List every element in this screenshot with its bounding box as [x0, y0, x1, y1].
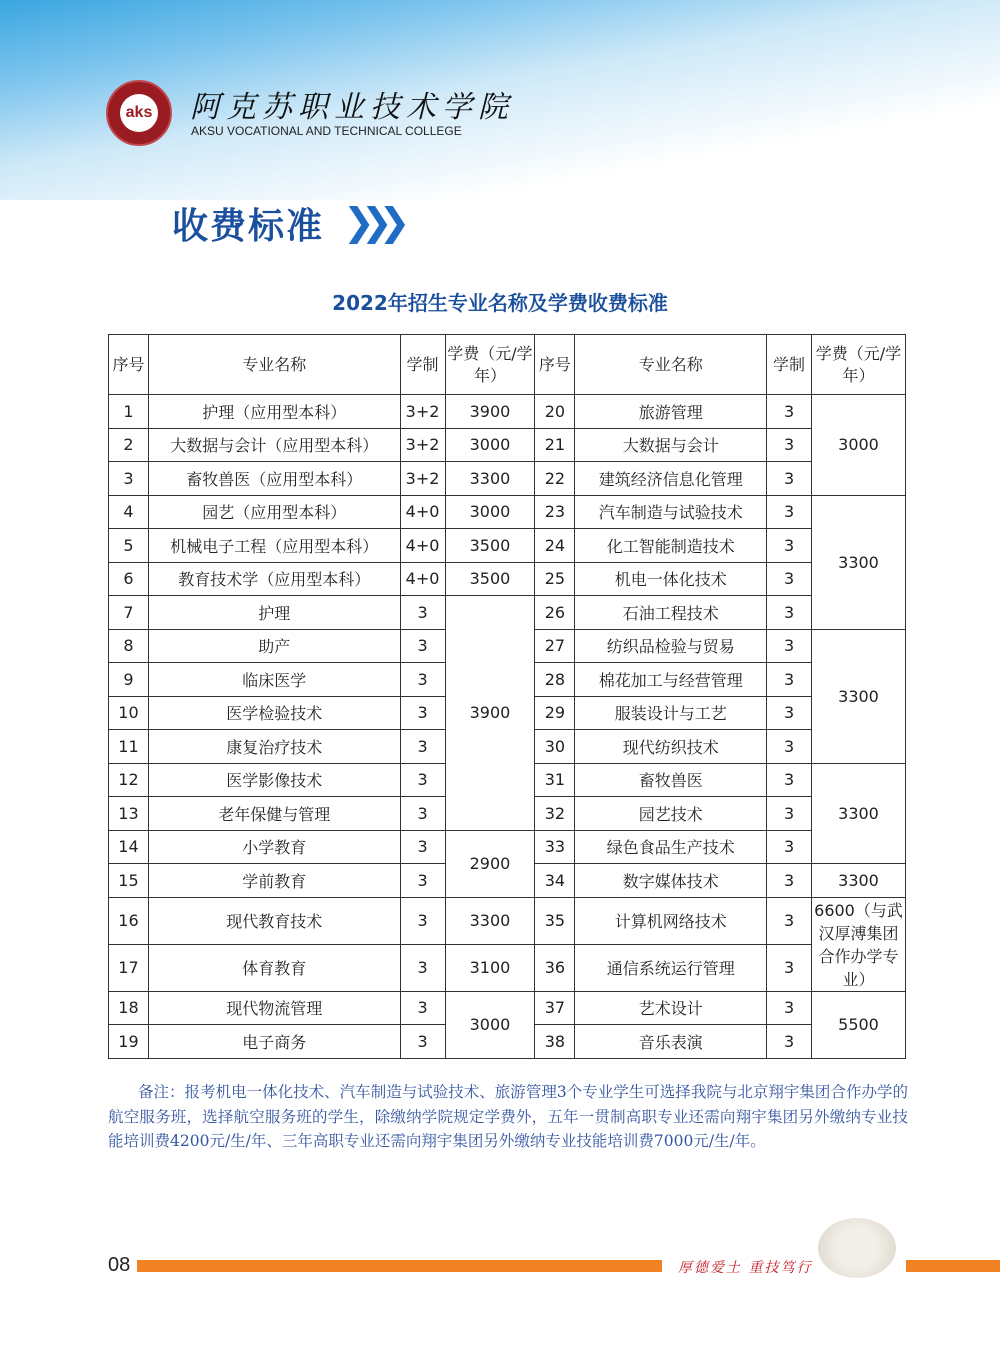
table-row — [109, 562, 906, 596]
table-row — [109, 830, 906, 864]
seq-cell: 26 — [535, 596, 575, 630]
footer-bar-left — [137, 1260, 662, 1272]
fee-cell: 3900 — [445, 395, 535, 429]
duration-cell: 3 — [400, 797, 445, 831]
fee-cell: 3000 — [445, 991, 535, 1058]
fee-cell: 6600（与武汉厚溥集团合作办学专业） — [812, 897, 906, 991]
seq-cell: 34 — [535, 864, 575, 898]
fee-cell: 3500 — [445, 562, 535, 596]
major-cell: 康复治疗技术 — [148, 730, 400, 764]
seq-cell: 21 — [535, 428, 575, 462]
duration-cell: 3 — [767, 797, 812, 831]
major-cell: 现代教育技术 — [148, 897, 400, 944]
sundial-image — [818, 1218, 896, 1278]
motto: 厚德爱土 重技笃行 — [678, 1260, 813, 1276]
seq-cell: 16 — [109, 897, 149, 944]
duration-cell: 3 — [400, 830, 445, 864]
table-row — [109, 991, 906, 1025]
table-row — [109, 529, 906, 563]
major-cell: 艺术设计 — [575, 991, 767, 1025]
header-cell: 专业名称 — [575, 335, 767, 395]
header-cell: 学费（元/学年） — [445, 335, 535, 395]
duration-cell: 3 — [767, 763, 812, 797]
seq-cell: 28 — [535, 663, 575, 697]
major-cell: 通信系统运行管理 — [575, 944, 767, 991]
major-cell: 医学检验技术 — [148, 696, 400, 730]
page-number: 08 — [108, 1254, 131, 1276]
duration-cell: 3 — [767, 395, 812, 429]
seq-cell: 22 — [535, 462, 575, 496]
duration-cell: 3 — [767, 562, 812, 596]
duration-cell: 3 — [767, 462, 812, 496]
seq-cell: 33 — [535, 830, 575, 864]
major-cell: 大数据与会计 — [575, 428, 767, 462]
duration-cell: 3+2 — [400, 395, 445, 429]
seq-cell: 9 — [109, 663, 149, 697]
major-cell: 教育技术学（应用型本科） — [148, 562, 400, 596]
college-logo — [106, 80, 172, 146]
fee-cell: 3300 — [812, 864, 906, 898]
duration-cell: 3 — [400, 663, 445, 697]
seq-cell: 5 — [109, 529, 149, 563]
duration-cell: 3 — [400, 629, 445, 663]
fee-cell: 3100 — [445, 944, 535, 991]
duration-cell: 3 — [767, 529, 812, 563]
fee-cell: 3500 — [445, 529, 535, 563]
fee-cell: 3000 — [812, 395, 906, 496]
table-row — [109, 462, 906, 496]
duration-cell: 3 — [767, 495, 812, 529]
seq-cell: 18 — [109, 991, 149, 1025]
seq-cell: 15 — [109, 864, 149, 898]
footer-bar-right — [906, 1260, 1000, 1272]
note-text: 备注：报考机电一体化技术、汽车制造与试验技术、旅游管理3个专业学生可选择我院与北京翔宇集团合作办学的航空服务班，选择航空服务班的学生，除缴纳学院规定学费外，五年一贯制高职专业还需向翔宇集团另外缴纳专业技能培训费4200元/生/年、三年高职专业还需向翔宇集团另外缴纳专业技能培训费7000元/生/年。 — [108, 1083, 908, 1150]
major-cell: 数字媒体技术 — [575, 864, 767, 898]
seq-cell: 25 — [535, 562, 575, 596]
duration-cell: 3 — [400, 991, 445, 1025]
seq-cell: 27 — [535, 629, 575, 663]
major-cell: 旅游管理 — [575, 395, 767, 429]
fee-cell: 3300 — [812, 629, 906, 763]
chevrons-icon: ❯❯❯ — [343, 200, 397, 244]
fee-cell: 5500 — [812, 991, 906, 1058]
table-row — [109, 596, 906, 630]
section-title: 收费标准 — [172, 206, 325, 247]
major-cell: 绿色食品生产技术 — [575, 830, 767, 864]
major-cell: 棉花加工与经营管理 — [575, 663, 767, 697]
duration-cell: 3 — [400, 763, 445, 797]
fee-cell: 3300 — [445, 897, 535, 944]
seq-cell: 36 — [535, 944, 575, 991]
duration-cell: 3+2 — [400, 462, 445, 496]
header-cell: 专业名称 — [148, 335, 400, 395]
major-cell: 机电一体化技术 — [575, 562, 767, 596]
college-name-cn: 阿克苏职业技术学院 — [190, 90, 514, 125]
seq-cell: 11 — [109, 730, 149, 764]
logo-mark: aks — [120, 94, 158, 132]
duration-cell: 3 — [400, 596, 445, 630]
seq-cell: 29 — [535, 696, 575, 730]
seq-cell: 30 — [535, 730, 575, 764]
duration-cell: 3 — [767, 864, 812, 898]
major-cell: 老年保健与管理 — [148, 797, 400, 831]
fee-cell: 3300 — [445, 462, 535, 496]
table-row — [109, 395, 906, 429]
major-cell: 计算机网络技术 — [575, 897, 767, 944]
seq-cell: 1 — [109, 395, 149, 429]
major-cell: 园艺（应用型本科） — [148, 495, 400, 529]
header-cell: 学费（元/学年） — [812, 335, 906, 395]
duration-cell: 3 — [400, 1025, 445, 1059]
seq-cell: 24 — [535, 529, 575, 563]
duration-cell: 3 — [767, 663, 812, 697]
major-cell: 电子商务 — [148, 1025, 400, 1059]
duration-cell: 3+2 — [400, 428, 445, 462]
duration-cell: 3 — [767, 629, 812, 663]
major-cell: 助产 — [148, 629, 400, 663]
duration-cell: 3 — [400, 897, 445, 944]
duration-cell: 3 — [767, 596, 812, 630]
major-cell: 现代物流管理 — [148, 991, 400, 1025]
seq-cell: 6 — [109, 562, 149, 596]
seq-cell: 31 — [535, 763, 575, 797]
duration-cell: 4+0 — [400, 562, 445, 596]
duration-cell: 3 — [767, 897, 812, 944]
major-cell: 园艺技术 — [575, 797, 767, 831]
table-row — [109, 897, 906, 944]
major-cell: 服装设计与工艺 — [575, 696, 767, 730]
seq-cell: 38 — [535, 1025, 575, 1059]
major-cell: 现代纺织技术 — [575, 730, 767, 764]
seq-cell: 17 — [109, 944, 149, 991]
table-row — [109, 428, 906, 462]
duration-cell: 3 — [767, 944, 812, 991]
fee-cell: 3300 — [812, 763, 906, 864]
duration-cell: 3 — [767, 830, 812, 864]
major-cell: 医学影像技术 — [148, 763, 400, 797]
seq-cell: 20 — [535, 395, 575, 429]
major-cell: 护理 — [148, 596, 400, 630]
duration-cell: 3 — [400, 696, 445, 730]
fee-table — [108, 334, 906, 1059]
duration-cell: 4+0 — [400, 529, 445, 563]
duration-cell: 3 — [400, 730, 445, 764]
major-cell: 临床医学 — [148, 663, 400, 697]
seq-cell: 37 — [535, 991, 575, 1025]
seq-cell: 2 — [109, 428, 149, 462]
seq-cell: 4 — [109, 495, 149, 529]
major-cell: 机械电子工程（应用型本科） — [148, 529, 400, 563]
major-cell: 畜牧兽医（应用型本科） — [148, 462, 400, 496]
seq-cell: 19 — [109, 1025, 149, 1059]
seq-cell: 8 — [109, 629, 149, 663]
header-cell: 序号 — [535, 335, 575, 395]
major-cell: 石油工程技术 — [575, 596, 767, 630]
seq-cell: 23 — [535, 495, 575, 529]
major-cell: 护理（应用型本科） — [148, 395, 400, 429]
major-cell: 体育教育 — [148, 944, 400, 991]
fee-cell: 3300 — [812, 495, 906, 629]
major-cell: 大数据与会计（应用型本科） — [148, 428, 400, 462]
header-cell: 序号 — [109, 335, 149, 395]
duration-cell: 3 — [400, 864, 445, 898]
seq-cell: 32 — [535, 797, 575, 831]
college-name-en: AKSU VOCATIONAL AND TECHNICAL COLLEGE — [191, 124, 462, 138]
seq-cell: 3 — [109, 462, 149, 496]
fee-cell: 3000 — [445, 428, 535, 462]
seq-cell: 13 — [109, 797, 149, 831]
duration-cell: 3 — [767, 1025, 812, 1059]
header-cell: 学制 — [767, 335, 812, 395]
major-cell: 建筑经济信息化管理 — [575, 462, 767, 496]
seq-cell: 10 — [109, 696, 149, 730]
duration-cell: 3 — [400, 944, 445, 991]
table-row — [109, 495, 906, 529]
major-cell: 学前教育 — [148, 864, 400, 898]
seq-cell: 14 — [109, 830, 149, 864]
duration-cell: 3 — [767, 991, 812, 1025]
header-cell: 学制 — [400, 335, 445, 395]
major-cell: 汽车制造与试验技术 — [575, 495, 767, 529]
seq-cell: 35 — [535, 897, 575, 944]
fee-cell: 2900 — [445, 830, 535, 897]
duration-cell: 3 — [767, 730, 812, 764]
seq-cell: 12 — [109, 763, 149, 797]
major-cell: 音乐表演 — [575, 1025, 767, 1059]
duration-cell: 4+0 — [400, 495, 445, 529]
table-row — [109, 944, 906, 991]
duration-cell: 3 — [767, 428, 812, 462]
table-header-row — [109, 335, 906, 395]
fee-cell: 3900 — [445, 596, 535, 831]
fee-cell: 3000 — [445, 495, 535, 529]
seq-cell: 7 — [109, 596, 149, 630]
table-title: 2022年招生专业名称及学费收费标准 — [332, 291, 668, 315]
major-cell: 畜牧兽医 — [575, 763, 767, 797]
major-cell: 化工智能制造技术 — [575, 529, 767, 563]
major-cell: 纺织品检验与贸易 — [575, 629, 767, 663]
major-cell: 小学教育 — [148, 830, 400, 864]
duration-cell: 3 — [767, 696, 812, 730]
